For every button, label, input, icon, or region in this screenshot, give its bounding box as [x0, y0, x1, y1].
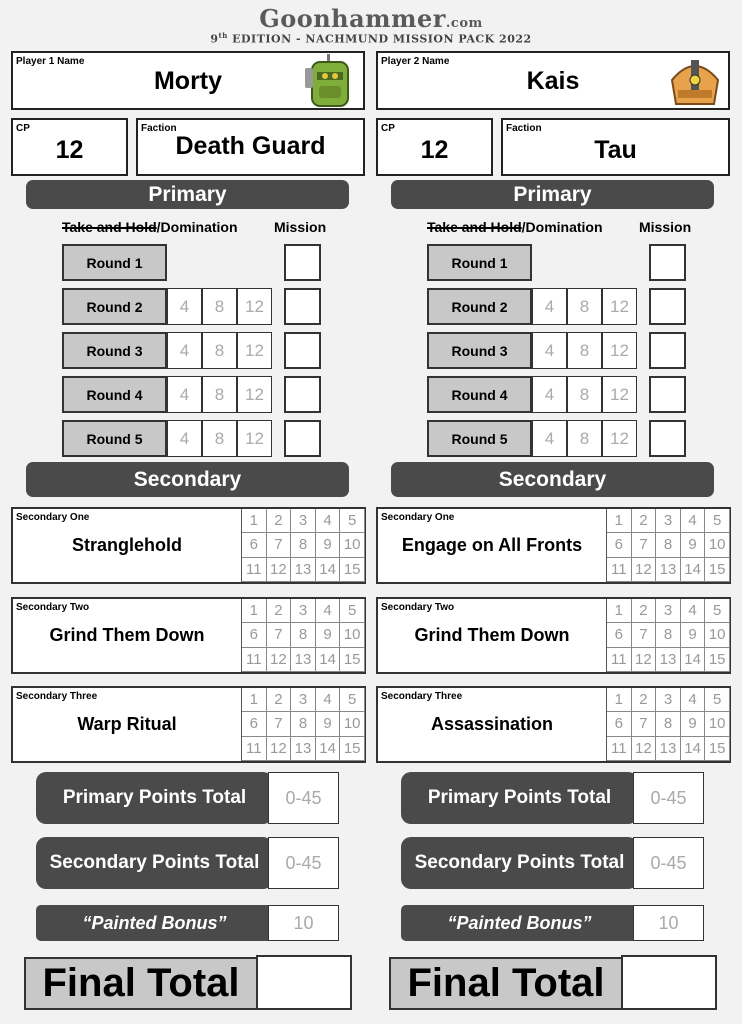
player2-secondary-2-name: Grind Them Down: [414, 625, 570, 645]
player2-round-3-mission-checkbox[interactable]: [649, 332, 686, 369]
player2-round-5-score-4[interactable]: 4: [532, 420, 567, 457]
score-cell[interactable]: 14: [681, 648, 706, 672]
score-cell[interactable]: 15: [705, 737, 730, 761]
player1-mission-label: Mission: [274, 219, 327, 235]
player2-secondary-1-name: Engage on All Fronts: [401, 535, 583, 555]
player1-primary-total-value[interactable]: 0-45: [268, 772, 339, 824]
take-and-hold-struck: Take and Hold: [62, 219, 157, 235]
score-cell[interactable]: 14: [316, 648, 341, 672]
score-cell[interactable]: 13: [656, 648, 681, 672]
score-cell[interactable]: 1: [242, 509, 267, 533]
player1-secondary-3-label: Secondary Three: [16, 691, 98, 702]
player2-round-3-score-4[interactable]: 4: [532, 332, 567, 369]
player1-round-2-score-12[interactable]: 12: [237, 288, 272, 325]
score-cell[interactable]: 4: [681, 509, 706, 533]
score-cell[interactable]: 2: [632, 509, 657, 533]
score-cell[interactable]: 10: [340, 712, 365, 736]
player2-round-5-score-8[interactable]: 8: [567, 420, 602, 457]
score-cell[interactable]: 10: [705, 533, 730, 557]
player1-cp-label: CP: [16, 123, 30, 134]
player2-round-3-button[interactable]: Round 3: [427, 332, 532, 369]
player1-faction-label: Faction: [141, 123, 177, 134]
score-cell[interactable]: 11: [607, 737, 632, 761]
score-cell[interactable]: 9: [681, 712, 706, 736]
score-cell[interactable]: 9: [316, 712, 341, 736]
score-cell[interactable]: 4: [681, 688, 706, 712]
player2-primary-header: Primary: [391, 180, 714, 209]
player2-round-1-button[interactable]: Round 1: [427, 244, 532, 281]
score-cell[interactable]: 5: [340, 509, 365, 533]
score-cell[interactable]: 3: [656, 688, 681, 712]
score-cell[interactable]: 10: [340, 533, 365, 557]
score-cell[interactable]: 12: [632, 737, 657, 761]
score-cell[interactable]: 7: [267, 533, 292, 557]
player1-name-value: Morty: [153, 67, 223, 95]
player2-name-value: Kais: [526, 67, 580, 95]
score-cell[interactable]: 15: [340, 558, 365, 582]
player2-secondary-1-label: Secondary One: [381, 512, 455, 523]
player2-secondary-total-value[interactable]: 0-45: [633, 837, 704, 889]
score-cell[interactable]: 15: [705, 558, 730, 582]
score-cell[interactable]: 1: [607, 599, 632, 623]
player1-secondary-header: Secondary: [26, 462, 349, 497]
score-cell[interactable]: 2: [632, 599, 657, 623]
player2-round-3-score-8[interactable]: 8: [567, 332, 602, 369]
player1-secondary-1-box[interactable]: [11, 507, 366, 584]
player2-cp-label: CP: [381, 123, 395, 134]
domination-label: /Domination: [156, 219, 238, 235]
player1-round-3-button[interactable]: Round 3: [62, 332, 167, 369]
score-cell[interactable]: 5: [340, 688, 365, 712]
player1-final-total-label: Final Total: [24, 957, 258, 1010]
player2-faction-label: Faction: [506, 123, 542, 134]
brand-name: Goonhammer: [259, 4, 446, 33]
score-cell[interactable]: 10: [340, 623, 365, 647]
player1-final-total-value[interactable]: [256, 955, 352, 1010]
player1-secondary-3-box[interactable]: [11, 686, 366, 763]
score-cell[interactable]: 4: [681, 599, 706, 623]
player2-round-2-score-4[interactable]: 4: [532, 288, 567, 325]
player1-round-4-score-8[interactable]: 8: [202, 376, 237, 413]
player1-cp-box[interactable]: [11, 118, 128, 176]
player2-secondary-2-score-grid: [606, 599, 730, 672]
player2-final-total-label: Final Total: [389, 957, 623, 1010]
player1-cp-value: 12: [55, 136, 84, 164]
score-cell[interactable]: 3: [291, 688, 316, 712]
score-cell[interactable]: 11: [607, 558, 632, 582]
score-cell[interactable]: 1: [607, 688, 632, 712]
score-cell[interactable]: 1: [607, 509, 632, 533]
player2-name-label: Player 2 Name: [381, 56, 450, 67]
player1-round-4-score-12[interactable]: 12: [237, 376, 272, 413]
score-cell[interactable]: 1: [242, 688, 267, 712]
player1-name-box[interactable]: [11, 51, 365, 110]
player1-round-3-mission-checkbox[interactable]: [284, 332, 321, 369]
score-cell[interactable]: 13: [656, 558, 681, 582]
player1-round-4-button[interactable]: Round 4: [62, 376, 167, 413]
player1-round-2-button[interactable]: Round 2: [62, 288, 167, 325]
player2-round-4-mission-checkbox[interactable]: [649, 376, 686, 413]
player1-secondary-total-value[interactable]: 0-45: [268, 837, 339, 889]
player1-round-2-score-4[interactable]: 4: [167, 288, 202, 325]
player2-mission-label: Mission: [639, 219, 692, 235]
player1-name-label: Player 1 Name: [16, 56, 85, 67]
player2-painted-bonus-value[interactable]: 10: [633, 905, 704, 941]
player1-round-5-button[interactable]: Round 5: [62, 420, 167, 457]
player2-faction-value: Tau: [594, 136, 637, 164]
score-cell[interactable]: 7: [632, 623, 657, 647]
score-cell[interactable]: 14: [316, 737, 341, 761]
score-cell[interactable]: 7: [267, 712, 292, 736]
score-cell[interactable]: 6: [607, 712, 632, 736]
player1-faction-box[interactable]: [136, 118, 365, 176]
score-cell[interactable]: 8: [656, 533, 681, 557]
score-cell[interactable]: 6: [242, 623, 267, 647]
player1-round-1-button[interactable]: Round 1: [62, 244, 167, 281]
player2-secondary-2-label: Secondary Two: [381, 602, 455, 613]
player2-round-4-button[interactable]: Round 4: [427, 376, 532, 413]
player1-round-5-score-4[interactable]: 4: [167, 420, 202, 457]
score-cell[interactable]: 3: [656, 509, 681, 533]
player2-round-2-score-8[interactable]: 8: [567, 288, 602, 325]
score-cell[interactable]: 2: [267, 688, 292, 712]
player2-primary-total-label: Primary Points Total: [401, 772, 638, 824]
score-cell[interactable]: 6: [242, 712, 267, 736]
score-cell[interactable]: 7: [632, 712, 657, 736]
player2-secondary-2-box[interactable]: [376, 597, 731, 674]
player1-round-3-score-4[interactable]: 4: [167, 332, 202, 369]
player2-primary-mission-type: [427, 219, 603, 235]
player2-round-1-mission-checkbox[interactable]: [649, 244, 686, 281]
player2-secondary-3-score-grid: [606, 688, 730, 761]
score-cell[interactable]: 14: [681, 558, 706, 582]
score-cell[interactable]: 5: [705, 599, 730, 623]
score-cell[interactable]: 8: [291, 712, 316, 736]
player2-secondary-1-box[interactable]: [376, 507, 731, 584]
player2-round-2-score-12[interactable]: 12: [602, 288, 637, 325]
player2-round-2-mission-checkbox[interactable]: [649, 288, 686, 325]
score-cell[interactable]: 4: [316, 599, 341, 623]
score-cell[interactable]: 7: [267, 623, 292, 647]
score-cell[interactable]: 8: [656, 712, 681, 736]
score-cell[interactable]: 6: [607, 533, 632, 557]
player1-secondary-2-score-grid: [241, 599, 365, 672]
player1-round-5-mission-checkbox[interactable]: [284, 420, 321, 457]
score-cell[interactable]: 2: [267, 599, 292, 623]
player1-primary-mission-type: [62, 219, 238, 235]
score-cell[interactable]: 8: [656, 623, 681, 647]
score-cell[interactable]: 15: [705, 648, 730, 672]
player2-secondary-header: Secondary: [391, 462, 714, 497]
score-cell[interactable]: 8: [291, 533, 316, 557]
score-cell[interactable]: 12: [632, 648, 657, 672]
player1-round-3-score-12[interactable]: 12: [237, 332, 272, 369]
player1-faction-value: Death Guard: [175, 132, 326, 160]
score-cell[interactable]: 13: [291, 558, 316, 582]
player2-painted-bonus-label: “Painted Bonus”: [401, 905, 638, 941]
player1-painted-bonus-label: “Painted Bonus”: [36, 905, 273, 941]
player1-round-4-mission-checkbox[interactable]: [284, 376, 321, 413]
player1-secondary-1-label: Secondary One: [16, 512, 90, 523]
player2-secondary-3-name: Assassination: [430, 714, 554, 734]
score-cell[interactable]: 3: [291, 509, 316, 533]
player1-secondary-1-name: Stranglehold: [71, 535, 182, 555]
player2-round-4-score-8[interactable]: 8: [567, 376, 602, 413]
score-cell[interactable]: 10: [705, 623, 730, 647]
score-cell[interactable]: 8: [291, 623, 316, 647]
score-cell[interactable]: 9: [681, 623, 706, 647]
player2-final-total-value[interactable]: [621, 955, 717, 1010]
score-cell[interactable]: 5: [340, 599, 365, 623]
score-cell[interactable]: 15: [340, 648, 365, 672]
score-cell[interactable]: 3: [656, 599, 681, 623]
player1-round-5-score-12[interactable]: 12: [237, 420, 272, 457]
player2-round-5-button[interactable]: Round 5: [427, 420, 532, 457]
player2-round-5-mission-checkbox[interactable]: [649, 420, 686, 457]
subtitle-text: EDITION - NACHMUND MISSION PACK 2022: [227, 32, 532, 46]
player1-secondary-3-score-grid: [241, 688, 365, 761]
page-subtitle: [0, 31, 742, 46]
score-cell[interactable]: 12: [267, 737, 292, 761]
domination-label: /Domination: [521, 219, 603, 235]
score-cell[interactable]: 9: [316, 623, 341, 647]
score-cell[interactable]: 6: [242, 533, 267, 557]
score-cell[interactable]: 11: [242, 648, 267, 672]
player2-secondary-3-label: Secondary Three: [381, 691, 463, 702]
player2-round-3-score-12[interactable]: 12: [602, 332, 637, 369]
player2-secondary-1-score-grid: [606, 509, 730, 582]
death-guard-avatar-icon: [303, 54, 357, 108]
score-cell[interactable]: 7: [632, 533, 657, 557]
score-cell[interactable]: 4: [316, 688, 341, 712]
score-cell[interactable]: 12: [632, 558, 657, 582]
player2-round-5-score-12[interactable]: 12: [602, 420, 637, 457]
brand-suffix: .com: [445, 16, 483, 31]
take-and-hold-struck: Take and Hold: [427, 219, 522, 235]
score-cell[interactable]: 11: [242, 737, 267, 761]
score-cell[interactable]: 14: [681, 737, 706, 761]
player2-round-2-button[interactable]: Round 2: [427, 288, 532, 325]
score-cell[interactable]: 10: [705, 712, 730, 736]
player1-primary-header: Primary: [26, 180, 349, 209]
score-cell[interactable]: 14: [316, 558, 341, 582]
score-cell[interactable]: 6: [607, 623, 632, 647]
score-cell[interactable]: 5: [705, 688, 730, 712]
score-cell[interactable]: 12: [267, 558, 292, 582]
score-cell[interactable]: 12: [267, 648, 292, 672]
score-cell[interactable]: 3: [291, 599, 316, 623]
score-cell[interactable]: 15: [340, 737, 365, 761]
edition-number: 9: [210, 32, 219, 46]
tau-avatar-icon: [668, 54, 722, 108]
score-cell[interactable]: 4: [316, 509, 341, 533]
player1-round-4-score-4[interactable]: 4: [167, 376, 202, 413]
player2-faction-box[interactable]: [501, 118, 730, 176]
player1-secondary-1-score-grid: [241, 509, 365, 582]
player1-secondary-2-box[interactable]: [11, 597, 366, 674]
player1-secondary-2-name: Grind Them Down: [49, 625, 205, 645]
score-cell[interactable]: 13: [291, 648, 316, 672]
player1-round-2-mission-checkbox[interactable]: [284, 288, 321, 325]
player2-secondary-total-label: Secondary Points Total: [401, 837, 638, 889]
player1-primary-total-label: Primary Points Total: [36, 772, 273, 824]
score-cell[interactable]: 2: [267, 509, 292, 533]
player2-round-4-score-4[interactable]: 4: [532, 376, 567, 413]
site-title: [0, 4, 742, 33]
score-cell[interactable]: 11: [607, 648, 632, 672]
score-cell[interactable]: 11: [242, 558, 267, 582]
player1-secondary-2-label: Secondary Two: [16, 602, 90, 613]
player1-secondary-total-label: Secondary Points Total: [36, 837, 273, 889]
player1-round-2-score-8[interactable]: 8: [202, 288, 237, 325]
player1-round-5-score-8[interactable]: 8: [202, 420, 237, 457]
player2-secondary-3-box[interactable]: [376, 686, 731, 763]
score-cell[interactable]: 13: [656, 737, 681, 761]
player1-secondary-3-name: Warp Ritual: [77, 714, 177, 734]
player2-round-4-score-12[interactable]: 12: [602, 376, 637, 413]
player1-painted-bonus-value[interactable]: 10: [268, 905, 339, 941]
player2-cp-box[interactable]: [376, 118, 493, 176]
player2-name-box[interactable]: [376, 51, 730, 110]
player2-cp-value: 12: [420, 136, 449, 164]
score-cell[interactable]: 1: [242, 599, 267, 623]
score-cell[interactable]: 2: [632, 688, 657, 712]
score-cell[interactable]: 9: [316, 533, 341, 557]
score-cell[interactable]: 9: [681, 533, 706, 557]
player2-primary-total-value[interactable]: 0-45: [633, 772, 704, 824]
score-cell[interactable]: 5: [705, 509, 730, 533]
edition-suffix: th: [218, 31, 228, 40]
score-cell[interactable]: 13: [291, 737, 316, 761]
player1-round-3-score-8[interactable]: 8: [202, 332, 237, 369]
player1-round-1-mission-checkbox[interactable]: [284, 244, 321, 281]
